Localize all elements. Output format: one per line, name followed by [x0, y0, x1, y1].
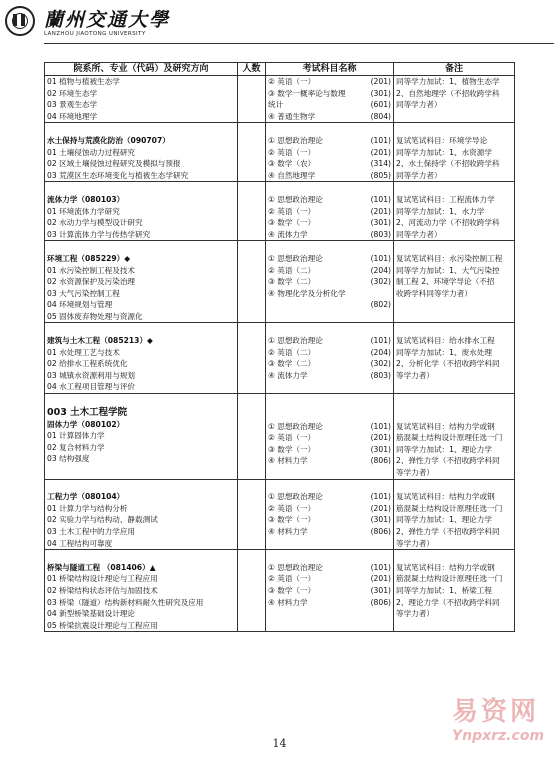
research-direction: 03 景观生态学 [47, 100, 98, 110]
research-direction: 02 区域土壤侵蚀过程研究及模拟与预报 [47, 159, 181, 169]
direction-cell [45, 241, 238, 323]
spacer [396, 241, 512, 253]
count-cell [238, 394, 266, 480]
col-header-notes: 备注 [394, 63, 515, 76]
exam-subject-code: (201) [370, 77, 391, 86]
research-direction: 01 土壤侵蚀动力过程研究 [47, 147, 136, 157]
spacer [268, 241, 391, 253]
spacer [268, 323, 391, 335]
exam-subject [268, 229, 391, 241]
notes-cell [394, 123, 515, 182]
subjects-cell [266, 76, 394, 123]
remark-line: 2、弹性力学（不招收跨学科同 [396, 456, 500, 466]
spacer [47, 123, 235, 135]
remark-line: 等学力者） [396, 468, 434, 477]
table-header-row [45, 63, 515, 76]
exam-subject-name: ① 思想政治理论 [268, 194, 323, 204]
research-direction: 03 计算流体力学与传热学研究 [47, 229, 151, 239]
remark-line: 同等学力加试：1、理论力学 [396, 515, 492, 525]
exam-subject-code: (806) [370, 597, 391, 607]
exam-subject-name: ② 英语（一） [268, 503, 316, 513]
spacer [396, 550, 512, 562]
remark-line: 复试笔试科目：水污染控制工程 [396, 253, 503, 263]
count-cell [238, 182, 266, 241]
research-direction: 03 城镇水资源利用与规划 [47, 370, 136, 380]
spacer [47, 182, 235, 194]
count-cell [238, 479, 266, 550]
exam-subject-code: (805) [370, 170, 391, 180]
page-header [0, 0, 559, 48]
count-cell [238, 123, 266, 182]
exam-subject [268, 253, 391, 265]
subjects-cell [266, 550, 394, 632]
remark-line: 同等学力者） [396, 100, 442, 110]
spacer [268, 123, 391, 135]
exam-subject-code: (803) [370, 229, 391, 239]
exam-subject-code: (803) [370, 370, 391, 380]
university-logo-icon [5, 6, 35, 36]
exam-subject-name: ③ 数学（二） [268, 359, 316, 369]
exam-subject [268, 358, 391, 370]
exam-subject [268, 147, 391, 159]
exam-subject-name: ② 英语（一） [268, 433, 316, 443]
research-direction: 02 给排水工程系统优化 [47, 359, 128, 369]
exam-subject-code: (201) [370, 574, 391, 584]
spacer [268, 550, 391, 562]
spacer [268, 480, 391, 492]
exam-subject-code: (101) [370, 253, 391, 263]
spacer [47, 323, 235, 335]
subjects-cell [266, 241, 394, 323]
notes-cell [394, 182, 515, 241]
header-divider [44, 43, 554, 44]
exam-subject-name: ③ 数学（一） [268, 585, 316, 595]
col-header-direction: 院系所、专业（代码）及研究方向 [45, 63, 238, 76]
remark-line: 2、河流动力学（不招收跨学科 [396, 218, 500, 228]
research-direction: 02 水动力学与模型设计研究 [47, 218, 143, 228]
remark-line: 制工程 2、环境学导论（不招 [396, 277, 495, 287]
exam-subject-name: ① 思想政治理论 [268, 135, 323, 145]
remark-line: 筋混凝土结构设计原理任选一门 [396, 433, 503, 443]
remark-line: 筋混凝土结构设计原理任选一门 [396, 503, 503, 513]
exam-subject-code: (301) [370, 218, 391, 228]
exam-subject-name: ④ 材料力学 [268, 456, 308, 466]
remark-line: 2、水土保持学（不招收跨学科 [396, 159, 500, 169]
spacer [396, 123, 512, 135]
research-direction: 01 植物与植被生态学 [47, 77, 120, 86]
remark-line: 同等学力加试：1、桥梁工程 [396, 585, 492, 595]
major-title: 工程力学（080104） [47, 492, 125, 502]
remark-line: 同等学力加试：1、大气污染控 [396, 265, 500, 275]
remark-line: 复试笔试科目：工程流体力学 [396, 194, 495, 204]
remark-line: 等学力者） [396, 609, 434, 619]
exam-subject-name: ② 英语（一） [268, 77, 316, 86]
exam-subject [268, 88, 391, 100]
remark-line: 同等学力者） [396, 170, 442, 180]
research-direction: 04 工程结构可靠度 [47, 538, 113, 548]
table-row [45, 241, 515, 323]
exam-subject-name: ④ 材料力学 [268, 597, 308, 607]
exam-subject [268, 135, 391, 147]
exam-subject [268, 76, 391, 88]
direction-cell [45, 479, 238, 550]
research-direction: 02 环境生态学 [47, 88, 98, 98]
exam-subject [268, 432, 391, 444]
subjects-cell [266, 123, 394, 182]
research-direction: 02 复合材料力学 [47, 442, 105, 452]
remark-line: 同等学力加试：1、废水处理 [396, 347, 492, 357]
remark-line: 同等学力加试：1、水力学 [396, 206, 485, 216]
exam-subject [268, 526, 391, 538]
exam-subject-name: ③ 数学（一） [268, 444, 316, 454]
remark-line: 同等学力者） [396, 229, 442, 239]
remark-line: 复试笔试科目：给水排水工程 [396, 336, 495, 346]
remark-line: 复试笔试科目：结构力学或钢 [396, 562, 495, 572]
research-direction: 04 新型桥梁基础设计理论 [47, 609, 136, 619]
research-direction: 03 结构强度 [47, 454, 90, 464]
spacer [396, 480, 512, 492]
remark-line: 复试笔试科目：环境学导论 [396, 135, 488, 145]
exam-subject-code: (601) [370, 100, 391, 110]
research-direction: 03 土木工程中的力学应用 [47, 526, 136, 536]
exam-subject [268, 444, 391, 456]
exam-subject-code: (201) [370, 147, 391, 157]
page-number: 14 [272, 737, 287, 750]
research-direction: 03 荒漠区生态环境变化与植被生态学研究 [47, 170, 189, 180]
exam-subject [268, 347, 391, 359]
exam-subject-name: ② 英语（一） [268, 147, 316, 157]
table-row [45, 182, 515, 241]
remark-line: 同等学力加试：1、植物生态学 [396, 77, 500, 86]
research-direction: 04 环境规划与管理 [47, 300, 113, 310]
exam-subject-name: ② 英语（一） [268, 574, 316, 584]
remark-line: 同等学力加试：1、理论力学 [396, 444, 492, 454]
exam-subject-code: (802) [370, 300, 391, 310]
spacer [47, 550, 235, 562]
research-direction: 03 大气污染控制工程 [47, 288, 120, 298]
spacer [396, 182, 512, 194]
subjects-cell [266, 323, 394, 394]
exam-subject-name: ① 思想政治理论 [268, 336, 323, 346]
direction-cell [45, 394, 238, 480]
exam-subject [268, 370, 391, 382]
research-direction: 05 固体废弃物处理与资源化 [47, 311, 143, 321]
col-header-subjects: 考试科目名称 [266, 63, 394, 76]
research-direction: 01 环境流体力学研究 [47, 206, 120, 216]
admissions-table [44, 62, 515, 632]
exam-subject [268, 111, 391, 123]
major-title: 水土保持与荒漠化防治（090707） [47, 135, 170, 145]
exam-subject-name: ③ 数学（一） [268, 218, 316, 228]
exam-subject-code: (101) [370, 194, 391, 204]
exam-subject-name: ② 英语（二） [268, 265, 316, 275]
subjects-cell [266, 394, 394, 480]
exam-subject [268, 99, 391, 111]
direction-cell [45, 550, 238, 632]
exam-subject [268, 170, 391, 182]
subjects-cell [266, 182, 394, 241]
exam-subject [268, 158, 391, 170]
major-title: 环境工程（085229）◆ [47, 253, 131, 263]
spacer [268, 394, 391, 421]
exam-subject-name: ④ 物理化学及分析化学 [268, 288, 346, 298]
table-row [45, 123, 515, 182]
research-direction: 01 计算固体力学 [47, 431, 105, 441]
table-row [45, 323, 515, 394]
exam-subject-name: ③ 数学（农） [268, 159, 316, 169]
research-direction: 04 环境地理学 [47, 111, 98, 121]
exam-subject [268, 288, 391, 300]
exam-subject-name: ② 英语（二） [268, 347, 316, 357]
research-direction: 01 水处理工艺与技术 [47, 347, 120, 357]
exam-subject [268, 335, 391, 347]
school-name-en: LANZHOU JIAOTONG UNIVERSITY [44, 31, 146, 37]
logo-mark [21, 14, 25, 26]
exam-subject-code: (302) [370, 359, 391, 369]
remark-line: 复试笔试科目：结构力学或钢 [396, 421, 495, 431]
exam-subject-name: 统计 [268, 100, 284, 110]
exam-subject [268, 421, 391, 433]
notes-cell [394, 394, 515, 480]
notes-cell [394, 241, 515, 323]
exam-subject-name: ④ 普通生物学 [268, 111, 316, 121]
watermark-line2: Ynpxrz.com [452, 728, 545, 744]
table-row [45, 550, 515, 632]
remark-line: 2、自然地理学（不招收跨学科 [396, 88, 500, 98]
research-direction: 02 桥梁结构状态评估与加固技术 [47, 585, 158, 595]
remark-line: 筋混凝土结构设计原理任选一门 [396, 574, 503, 584]
spacer [47, 241, 235, 253]
exam-subject-code: (301) [370, 88, 391, 98]
exam-subject-code: (101) [370, 492, 391, 502]
exam-subject [268, 455, 391, 467]
exam-subject-name: ④ 材料力学 [268, 526, 308, 536]
count-cell [238, 76, 266, 123]
research-direction: 03 桥梁（隧道）结构新材料耐久性研究及应用 [47, 597, 204, 607]
count-cell [238, 550, 266, 632]
remark-line: 收跨学科同等学力者） [396, 288, 472, 298]
exam-subject-code: (302) [370, 277, 391, 287]
exam-subject-code: (806) [370, 456, 391, 466]
exam-subject-code: (301) [370, 515, 391, 525]
school-name-cn: 蘭州交通大學 [44, 9, 171, 31]
spacer [47, 480, 235, 492]
logo-mark [13, 14, 17, 26]
remark-line: 同等学力加试：1、水资源学 [396, 147, 492, 157]
research-direction: 01 桥梁结构设计理论与工程应用 [47, 574, 158, 584]
exam-subject [268, 206, 391, 218]
direction-cell [45, 76, 238, 123]
exam-subject-code: (201) [370, 433, 391, 443]
exam-subject-code: (201) [370, 503, 391, 513]
remark-line: 等学力者） [396, 370, 434, 380]
direction-cell [45, 182, 238, 241]
subjects-cell [266, 479, 394, 550]
remark-line: 2、理论力学（不招收跨学科同 [396, 597, 500, 607]
exam-subject [268, 562, 391, 574]
exam-subject-code: (101) [370, 336, 391, 346]
research-direction: 01 计算力学与结构分析 [47, 503, 128, 513]
exam-subject-name: ① 思想政治理论 [268, 492, 323, 502]
research-direction: 04 水工程项目管理与评价 [47, 382, 136, 392]
exam-subject-name: ④ 流体力学 [268, 229, 308, 239]
remark-line: 2、弹性力学（不招收跨学科同 [396, 526, 500, 536]
notes-cell [394, 323, 515, 394]
exam-subject [268, 299, 391, 311]
remark-line: 复试笔试科目：结构力学或钢 [396, 492, 495, 502]
col-header-count: 人数 [238, 63, 266, 76]
exam-subject-name: ① 思想政治理论 [268, 253, 323, 263]
exam-subject-code: (301) [370, 444, 391, 454]
department-title: 003 土木工程学院 [47, 406, 128, 418]
direction-cell [45, 123, 238, 182]
exam-subject-code: (204) [370, 347, 391, 357]
exam-subject [268, 503, 391, 515]
major-title: 流体力学（080103） [47, 194, 125, 204]
notes-cell [394, 550, 515, 632]
exam-subject [268, 217, 391, 229]
count-cell [238, 323, 266, 394]
exam-subject-name: ④ 自然地理学 [268, 170, 316, 180]
exam-subject-name: ① 思想政治理论 [268, 562, 323, 572]
exam-subject-name: ③ 数学（一） [268, 515, 316, 525]
spacer [396, 323, 512, 335]
research-direction: 02 水资源保护及污染治理 [47, 277, 136, 287]
exam-subject [268, 491, 391, 503]
exam-subject-code: (301) [370, 585, 391, 595]
spacer [47, 394, 235, 406]
exam-subject-code: (804) [370, 111, 391, 121]
exam-subject-code: (201) [370, 206, 391, 216]
exam-subject-code: (204) [370, 265, 391, 275]
major-title: 固体力学（080102） [47, 419, 125, 429]
exam-subject-code: (314) [370, 159, 391, 169]
exam-subject-code: (101) [370, 135, 391, 145]
exam-subject-name: ③ 数学一概率论与数理 [268, 88, 346, 98]
count-cell [238, 241, 266, 323]
remark-line: 等学力者） [396, 538, 434, 548]
table-row [45, 479, 515, 550]
notes-cell [394, 479, 515, 550]
exam-subject [268, 597, 391, 609]
spacer [396, 394, 512, 421]
exam-subject [268, 194, 391, 206]
exam-subject-name: ① 思想政治理论 [268, 421, 323, 431]
spacer [268, 182, 391, 194]
exam-subject-name: ④ 流体力学 [268, 370, 308, 380]
exam-subject-code: (101) [370, 421, 391, 431]
research-direction: 01 水污染控制工程及技术 [47, 265, 136, 275]
table-row [45, 76, 515, 123]
exam-subject-code: (101) [370, 562, 391, 572]
exam-subject [268, 265, 391, 277]
table-row [45, 394, 515, 480]
notes-cell [394, 76, 515, 123]
exam-subject-code: (806) [370, 526, 391, 536]
exam-subject [268, 276, 391, 288]
research-direction: 02 实验力学与结构动、静载测试 [47, 515, 158, 525]
direction-cell [45, 323, 238, 394]
exam-subject [268, 514, 391, 526]
research-direction: 05 桥梁抗震设计理论与工程应用 [47, 620, 158, 630]
major-title: 桥梁与隧道工程 （081406）▲ [47, 562, 156, 572]
major-title: 建筑与土木工程（085213）◆ [47, 336, 153, 346]
exam-subject-name: ② 英语（一） [268, 206, 316, 216]
watermark-line1: 易资网 [452, 697, 540, 727]
exam-subject-name: ③ 数学（二） [268, 277, 316, 287]
exam-subject [268, 585, 391, 597]
exam-subject [268, 573, 391, 585]
remark-line: 2、分析化学（不招收跨学科同 [396, 359, 500, 369]
